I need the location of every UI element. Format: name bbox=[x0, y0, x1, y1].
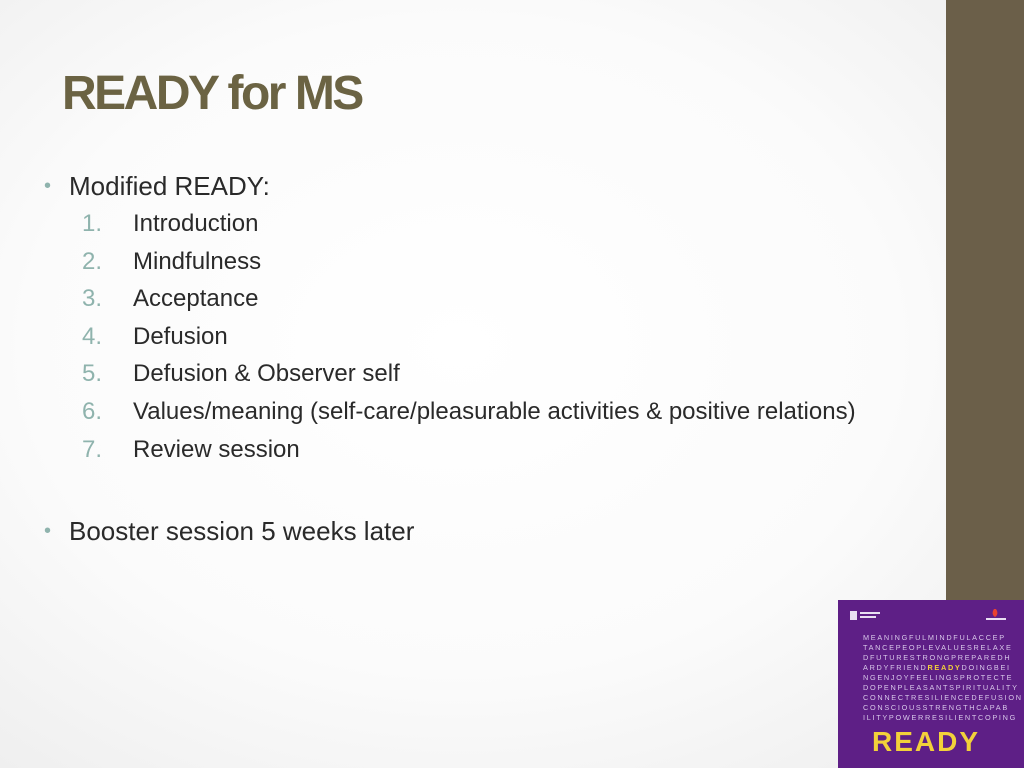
logo-grid-line: MEANINGFULMINDFULACCEP bbox=[863, 633, 1006, 642]
list-number: 5. bbox=[82, 360, 103, 388]
numbered-list bbox=[82, 210, 856, 473]
logo-grid-line: NGENJOYFEELINGSPROTECTE bbox=[863, 673, 1014, 682]
list-item bbox=[82, 285, 856, 323]
list-text: Acceptance bbox=[133, 285, 259, 313]
logo-grid-highlight: READY bbox=[927, 663, 962, 672]
list-item bbox=[82, 248, 856, 286]
logo-grid-line bbox=[863, 663, 1011, 673]
slide-title: READY for MS bbox=[62, 67, 362, 120]
logo-grid-line: DOPENPLEASANTSPIRITUALITY bbox=[863, 683, 1019, 692]
list-text: Defusion bbox=[133, 322, 228, 350]
list-item bbox=[82, 210, 856, 248]
list-item bbox=[82, 398, 856, 436]
list-item bbox=[82, 436, 856, 474]
logo-grid-line: DFUTURESTRONGPREPAREDH bbox=[863, 653, 1012, 662]
list-number: 1. bbox=[82, 210, 103, 237]
logo-grid-segment: ARDYFRIEND bbox=[863, 663, 928, 672]
logo-wordmark: READY bbox=[872, 726, 981, 757]
partner-logo-icon bbox=[980, 608, 1010, 622]
logo-grid-line: TANCEPEOPLEVALUESRELAXE bbox=[863, 643, 1013, 652]
bullet-dot-icon: • bbox=[44, 175, 52, 197]
list-number: 7. bbox=[82, 435, 103, 463]
list-text: Introduction bbox=[133, 210, 259, 237]
logo-grid-line: CONNECTRESILIENCEDEFUSION bbox=[863, 693, 1023, 702]
university-crest-icon bbox=[850, 610, 880, 622]
bullet-item bbox=[44, 516, 414, 547]
logo-grid-line: ILITYPOWERRESILIENTCOPING bbox=[863, 713, 1017, 722]
logo-grid-line: CONSCIOUSSTRENGTHCAPAB bbox=[863, 703, 1009, 712]
list-number: 2. bbox=[82, 247, 103, 275]
list-text: Defusion & Observer self bbox=[133, 360, 400, 388]
list-text: Values/meaning (self-care/pleasurable activities & positive relations) bbox=[133, 397, 856, 425]
bullet-item bbox=[44, 171, 270, 202]
list-item bbox=[82, 360, 856, 398]
logo-grid-segment: DOINGBEI bbox=[961, 663, 1011, 672]
list-number: 3. bbox=[82, 285, 103, 313]
bullet-dot-icon: • bbox=[44, 520, 52, 542]
list-number: 6. bbox=[82, 397, 103, 425]
logo-word-grid bbox=[863, 633, 1023, 723]
list-text: Review session bbox=[133, 435, 300, 463]
list-item bbox=[82, 323, 856, 361]
list-number: 4. bbox=[82, 322, 103, 350]
list-text: Mindfulness bbox=[133, 247, 262, 275]
bullet-text: Booster session 5 weeks later bbox=[69, 516, 415, 546]
bullet-text: Modified READY: bbox=[69, 171, 270, 201]
ready-logo bbox=[838, 600, 1024, 768]
